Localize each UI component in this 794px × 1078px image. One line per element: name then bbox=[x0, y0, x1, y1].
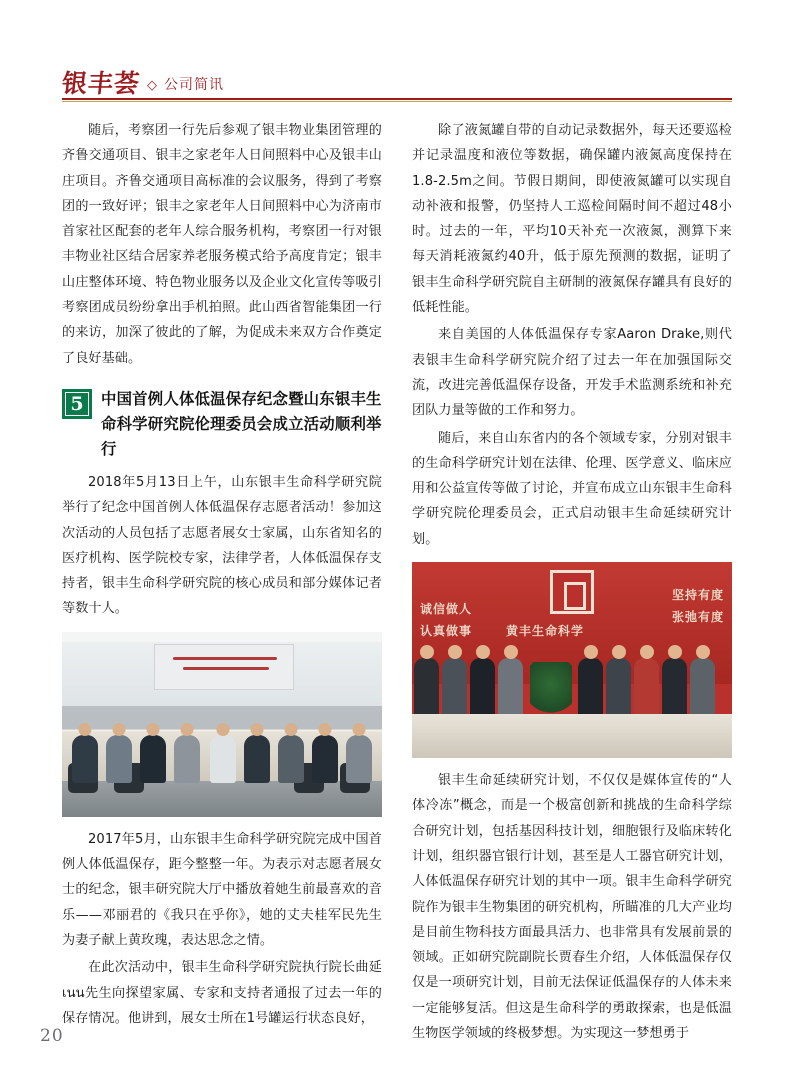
header-divider bbox=[62, 98, 732, 100]
masthead-subtitle: 公司简讯 bbox=[164, 76, 225, 92]
header-divider-accent bbox=[62, 101, 732, 102]
group-ceremony-photo bbox=[412, 562, 732, 758]
left-column bbox=[62, 118, 382, 1033]
page-number: 20 bbox=[40, 1026, 64, 1046]
banner-text: 认真做事 bbox=[420, 624, 473, 639]
page-header bbox=[62, 54, 732, 96]
section-title: 中国首例人体低温保存纪念暨山东银丰生命科学研究院伦理委员会成立活动顺利举行 bbox=[101, 389, 382, 458]
paragraph: 2017年5月，山东银丰生命科学研究院完成中国首例人体低温保存，距今整整一年。为表示对志愿者展女士的纪念，银丰研究院大厅中播放着她生前最喜欢的音乐——邓丽君的《我只在乎你》，她的丈夫桂军民先生为妻子献上黄玫瑰，表达思念之情。 bbox=[62, 831, 382, 948]
paragraph: 银丰生命延续研究计划，不仅仅是媒体宣传的“人体冷冻”概念，而是一个极富创新和挑战的生命科学综合研究计划，包括基因科技计划，细胞银行及临床转化计划，组织器官银行计划，甚至是人工器官研究计划，人体低温保存研究计划的其中一项。银丰生命科学研究院作为银丰生物集团的研究机构，所瞄准的几大产业均是目前生物科技方面最具活力、也非常具有发展前景的领域。正如研究院副院长贾春生介绍，人体低温保存仅仅是一项研究计划，目前无法保证低温保存的人体未来一定能够复活。但这是生命科学的勇敢探索，也是低温生物医学领域的终极梦想。为实现这一梦想勇于 bbox=[412, 773, 732, 1042]
paragraph: 随后，考察团一行先后参观了银丰物业集团管理的齐鲁交通项目、银丰之家老年人日间照料中心及银丰山庄项目。齐鲁交通项目高标准的会议服务，得到了考察团的一致好评；银丰之家老年人日间照料中心为济南市首家社区配套的老年人综合服务机构，考察团一行对银丰物业社区结合居家养老服务模式给予高度肯定；银丰山庄整体环境、特色物业服务以及企业文化宣传等吸引考察团成员纷纷拿出手机拍照。此山西省智能集团一行的来访，加深了彼此的了解，为促成未来双方合作奠定了良好基础。 bbox=[62, 123, 382, 366]
photo-ceiling bbox=[62, 632, 382, 642]
section-number-badge: 5 bbox=[62, 389, 92, 419]
photo-banner-logo bbox=[550, 570, 594, 614]
paragraph: 来自美国的人体低温保存专家Aaron Drake,则代表银丰生命科学研究院介绍了过去一年在加强国际交流，改进完善低温保存设备，开发手术监测系统和补充团队力量等做的工作和努力。 bbox=[412, 327, 732, 419]
photo-projection-screen bbox=[154, 644, 294, 690]
banner-text: 坚持有度 bbox=[671, 588, 724, 603]
conference-room-photo bbox=[62, 632, 382, 817]
banner-text: 黄丰生命科学 bbox=[506, 624, 585, 639]
right-column bbox=[412, 118, 732, 1048]
banner-text: 诚信做人 bbox=[420, 602, 473, 617]
masthead-logo: 银丰荟 bbox=[60, 69, 142, 98]
paragraph: 随后，来自山东省内的各个领域专家，分别对银丰的生命科学研究计划在法律、伦理、医学意义、临床应用和公益宣传等做了讨论，并宣布成立山东银丰生命科学研究院伦理委员会，正式启动银丰生命延续研究计划。 bbox=[412, 430, 732, 547]
banner-text: 张弛有度 bbox=[671, 610, 724, 625]
photo-floor bbox=[62, 781, 382, 817]
paragraph: 除了液氮罐自带的自动记录数据外，每天还要巡检并记录温度和液位等数据，确保罐内液氮高度保持在1.8-2.5m之间。节假日期间，即使液氮罐可以实现自动补液和报警，仍坚持人工巡检间隔时间不超过48小时。过去的一年，平均10天补充一次液氮，测算下来每天消耗液氮约40升，低于原先预测的数据，证明了银丰生命科学研究院自主研制的液氮保存罐具有良好的低耗性能。 bbox=[412, 123, 732, 316]
photo-table bbox=[412, 714, 732, 758]
photo-plant bbox=[530, 662, 572, 718]
paragraph: 在此次活动中，银丰生命科学研究院执行院长曲延เนน先生向探望家属、专家和支持者通报了过去一年的保存情况。他讲到，展女士所在1号罐运行状态良好， bbox=[62, 960, 382, 1026]
masthead-separator-icon: ◇ bbox=[147, 77, 158, 92]
paragraph: 2018年5月13日上午，山东银丰生命科学研究院举行了纪念中国首例人体低温保存志愿者活动！参加这次活动的人员包括了志愿者展女士家属，山东省知名的医疗机构、医学院校专家，法律学者，人体低温保存支持者，银丰生命科学研究院的核心成员和部分媒体记者等数十人。 bbox=[62, 474, 382, 617]
section-heading bbox=[62, 387, 382, 462]
